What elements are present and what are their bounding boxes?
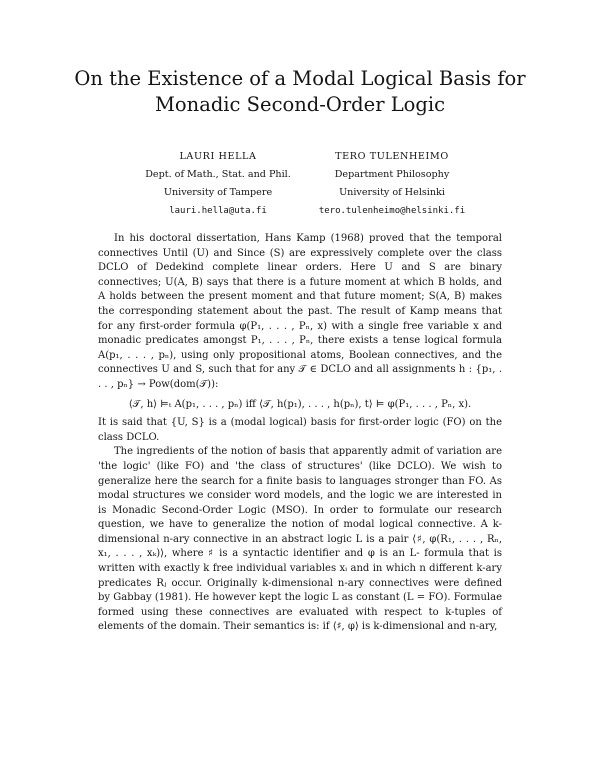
title-line-2: Monadic Second-Order Logic bbox=[154, 93, 446, 116]
author-department: Dept. of Math., Stat. and Phil. bbox=[145, 169, 291, 180]
author-department: Department Philosophy bbox=[334, 169, 450, 180]
author-university: University of Helsinki bbox=[339, 187, 445, 198]
author-name: LAURI HELLA bbox=[179, 151, 257, 162]
author-email: tero.tulenheimo@helsinki.fi bbox=[318, 206, 466, 216]
paragraph-ingredients: The ingredients of the notion of basis that apparently admit of variation are 'the logic' (like FO) and 'the class of structures' (like DCLO). We wish to generalize here the search for a finite basis to languages stronger than FO. As modal structures we consider word models, and the logic we are interested in is Monadic Second-Order Logic (MSO). In order to formulate our research question, we have to generalize the notion of modal logical connective. A k-dimensional n-ary connective in an abstract logic L is a pair ⟨♯, φ(R₁, . . . , Rₙ, x₁, . . . , xₖ)⟩, where ♯ is a syntactic identifier and φ is an L- formula that is written with exactly k free individual variables xᵢ and in which n different k-ary predicates Rⱼ occur. Originally k-dimensional n-ary connectives were defined by Gabbay (1981). He however kept the logic L as constant (L = FO). Formulae formed using these connectives are evaluated with respect to k-tuples of elements of the domain. Their semantics is: if ⟨♯, φ⟩ is k-dimensional and n-ary, bbox=[98, 446, 502, 633]
author-university: University of Tampere bbox=[163, 187, 273, 198]
paragraph-basis: It is said that {U, S} is a (modal logical) basis for first-order logic (FO) on the class DCLO. bbox=[98, 417, 502, 443]
paper-title bbox=[0, 66, 600, 118]
title-line-1: On the Existence of a Modal Logical Basis for bbox=[74, 67, 526, 90]
author-email: lauri.hella@uta.fi bbox=[169, 206, 267, 216]
paper-body bbox=[98, 232, 502, 635]
author-name: TERO TULENHEIMO bbox=[335, 151, 449, 162]
author-block-tulenheimo bbox=[272, 148, 512, 220]
display-formula: ⟨𝒯, h⟩ ⊨ₜ A(p₁, . . . , pₙ) iff ⟨𝒯, h(p₁), . . . , h(pₙ), t⟩ ⊨ φ(P₁, . . . , Pₙ, x). bbox=[128, 398, 472, 410]
paragraph-intro: In his doctoral dissertation, Hans Kamp (1968) proved that the temporal connectives Until (U) and Since (S) are expressively complete over the class DCLO of Dedekind complete linear orders. Here U and S are binary connectives; U(A, B) says that there is a future moment at which B holds, and A holds between the present moment and that future moment; S(A, B) makes the corresponding statement about the past. The result of Kamp means that for any first-order formula φ(P₁, . . . , Pₙ, x) with a single free variable x and monadic predicates amongst P₁, . . . , Pₙ, there exists a tense logical formula A(p₁, . . . , pₙ), using only propositional atoms, Boolean connectives, and the connectives U and S, such that for any 𝒯 ∈ DCLO and all assignments h : {p₁, . . . , pₙ} → Pow(dom(𝒯)): bbox=[98, 233, 502, 390]
